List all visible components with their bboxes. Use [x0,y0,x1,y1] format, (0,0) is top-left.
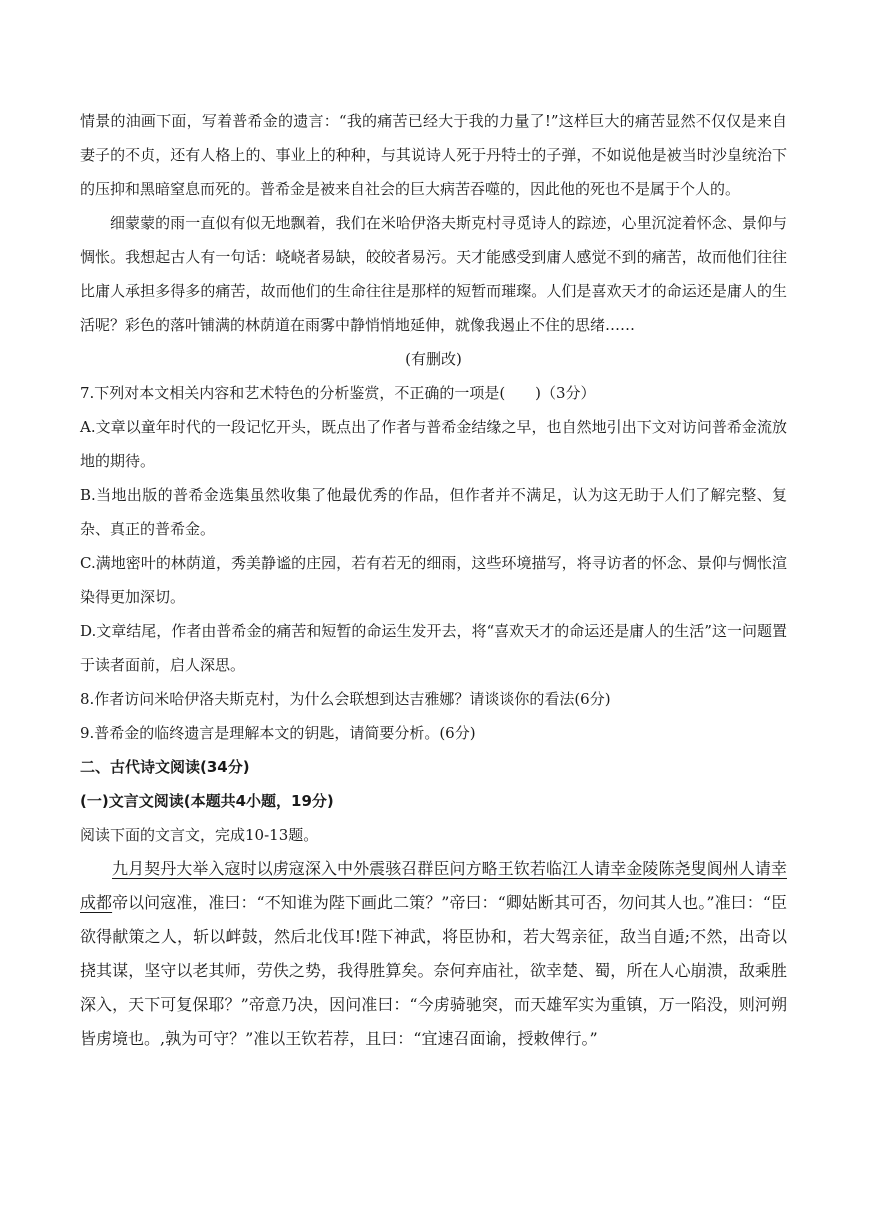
classical-text-rest: 帝以问寇准，准曰：“不知谁为陛下画此二策？”帝曰：“卿姑断其可否，勿问其人也。”准曰：“臣欲得献策之人，斩以衅鼓，然后北伐耳!陛下神武，将臣协和，若大驾亲征，敌当自遁;不然，出奇以挠其谋，坚守以老其师，劳佚之势，我得胜算矣。奈何弃庙社，欲幸楚、蜀，所在人心崩溃，敌乘胜深入，天下可复保耶？”帝意乃决，因问准曰：“今虏骑驰突，而天雄军实为重镇，万一陷没，则河朔皆虏境也。,孰为可守？”准以王钦若荐，且曰：“宜速召面谕，授敕俾行。” [80,893,787,1048]
passage-paragraph-2: 细蒙蒙的雨一直似有似无地飘着，我们在米哈伊洛夫斯克村寻觅诗人的踪迹，心里沉淀着怀念、景仰与惆怅。我想起古人有一句话：峣峣者易缺，皎皎者易污。天才能感受到庸人感觉不到的痛苦，故而他们往往比庸人承担多得多的痛苦，故而他们的生命往往是那样的短暂而璀璨。人们是喜欢天才的命运还是庸人的生活呢？彩色的落叶铺满的林荫道在雨雾中静悄悄地延伸，就像我遏止不住的思绪…… [80,214,787,334]
underlined-sentence: 九月契丹大举入寇时以虏寇深入中外震骇召群臣问方略王钦若临江人请幸金陵陈尧叟阆州人请幸成都 [80,859,787,912]
section-2-subtitle: (一)文言文阅读(本题共4小题，19分) [80,792,334,810]
question-8: 8.作者访问米哈伊洛夫斯克村，为什么会联想到达吉雅娜？请谈谈你的看法(6分) [80,690,611,708]
classical-text [80,852,787,1056]
question-7-option-a: A.文章以童年时代的一段记忆开头，既点出了作者与普希金结缘之早，也自然地引出下文对访问普希金流放地的期待。 [80,418,787,470]
section-2-title: 二、古代诗文阅读(34分) [80,758,250,776]
question-7-stem: 7.下列对本文相关内容和艺术特色的分析鉴赏，不正确的一项是( )（3分） [80,384,596,402]
question-7-option-d: D.文章结尾，作者由普希金的痛苦和短暂的命运生发开去，将“喜欢天才的命运还是庸人的生活”这一问题置于读者面前，启人深思。 [80,622,787,674]
question-9: 9.普希金的临终遗言是理解本文的钥匙，请简要分析。(6分) [80,724,476,742]
passage-paragraph-1: 情景的油画下面，写着普希金的遗言：“我的痛苦已经大于我的力量了!”这样巨大的痛苦显然不仅仅是来自妻子的不贞，还有人格上的、事业上的种种，与其说诗人死于丹特士的子弹，不如说他是被当时沙皇统治下的压抑和黑暗窒息而死的。普希金是被来自社会的巨大病苦吞噬的，因此他的死也不是属于个人的。 [80,112,787,198]
section-2-instruction: 阅读下面的文言文，完成10-13题。 [80,826,319,844]
edit-note: (有删改) [405,350,462,368]
question-7-option-b: B.当地出版的普希金选集虽然收集了他最优秀的作品，但作者并不满足，认为这无助于人们了解完整、复杂、真正的普希金。 [80,486,787,538]
question-7-option-c: C.满地密叶的林荫道，秀美静谧的庄园，若有若无的细雨，这些环境描写，将寻访者的怀念、景仰与惆怅渲染得更加深切。 [80,554,787,606]
